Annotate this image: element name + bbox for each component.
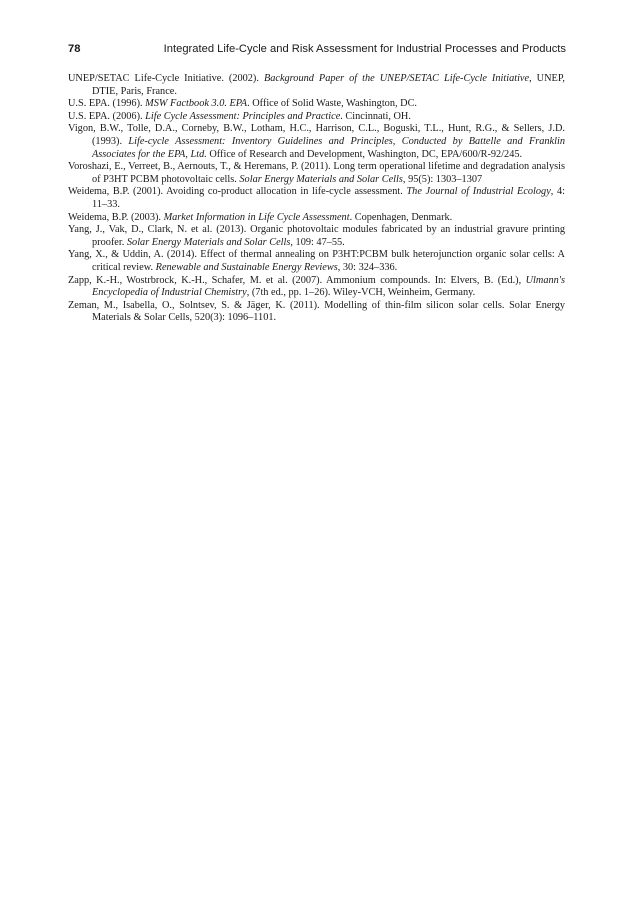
page-header bbox=[68, 40, 566, 58]
reference-item bbox=[68, 275, 565, 300]
reference-text: U.S. EPA. (1996). bbox=[68, 98, 146, 110]
reference-text: Yang, X., & Uddin, A. (2014). Effect of thermal annealing on P3HT:PCBM bulk heterojunction organic solar cells: A critical review. bbox=[68, 249, 565, 273]
reference-item bbox=[68, 98, 565, 111]
reference-title: MSW Factbook 3.0. EPA bbox=[145, 98, 248, 110]
reference-item bbox=[68, 224, 565, 249]
reference-text: Weidema, B.P. (2001). Avoiding co-product allocation in life-cycle assessment. bbox=[68, 186, 407, 198]
reference-item bbox=[68, 300, 565, 325]
reference-text: , 109: 47–55. bbox=[290, 236, 345, 248]
reference-item bbox=[68, 249, 565, 274]
reference-text: Zeman, M., Isabella, O., Solntsev, S. & Jäger, K. (2011). Modelling of thin-film silicon solar cells. Solar Energy Materials & Solar Cells, 520(3): 1096–1101. bbox=[68, 299, 565, 324]
reference-title: Life Cycle Assessment: Principles and Practice bbox=[145, 110, 341, 122]
reference-title: Renewable and Sustainable Energy Reviews bbox=[155, 261, 338, 273]
reference-text: Office of Research and Development, Washington, DC, EPA/600/R-92/245. bbox=[206, 148, 523, 160]
reference-text: . Copenhagen, Denmark. bbox=[349, 211, 453, 223]
reference-text: Zapp, K.-H., Wostrbrock, K.-H., Schafer, M. et al. (2007). Ammonium compounds. In: Elvers, B. (Ed.), bbox=[68, 274, 526, 286]
reference-text: , UNEP, DTIE, Paris, France. bbox=[92, 73, 565, 97]
reference-text: Vigon, B.W., Tolle, D.A., Corneby, B.W., Lotham, H.C., Harrison, C.L., Boguski, T.L., Hunt, R.G., & Sellers, J.D. (1993). bbox=[68, 123, 565, 147]
reference-text: U.S. EPA. (2006). bbox=[68, 110, 146, 122]
reference-title: Market Information in Life Cycle Assessment bbox=[163, 211, 350, 223]
reference-title: The Journal of Industrial Ecology bbox=[406, 186, 551, 198]
reference-text: , 30: 324–336. bbox=[337, 261, 398, 273]
reference-title: Solar Energy Materials and Solar Cells bbox=[239, 173, 403, 185]
reference-text: , 4: 11–33. bbox=[92, 186, 565, 210]
reference-text: , (7th ed., pp. 1–26). Wiley-VCH, Weinheim, Germany. bbox=[246, 287, 476, 299]
reference-item bbox=[68, 111, 565, 124]
reference-list bbox=[68, 73, 565, 325]
reference-text: . Office of Solid Waste, Washington, DC. bbox=[247, 98, 418, 110]
page-number: 78 bbox=[68, 43, 81, 55]
reference-title: Solar Energy Materials and Solar Cells bbox=[126, 236, 291, 248]
reference-text: , 95(5): 1303–1307 bbox=[402, 173, 483, 185]
reference-title: Ulmann's Encyclopedia of Industrial Chemistry bbox=[92, 274, 565, 299]
reference-item bbox=[68, 186, 565, 211]
reference-text: Yang, J., Vak, D., Clark, N. et al. (2013). Organic photovoltaic modules fabricated by an industrial gravure printing proofer. bbox=[68, 224, 565, 248]
running-title: Integrated Life-Cycle and Risk Assessment for Industrial Processes and Products bbox=[163, 43, 566, 55]
reference-item bbox=[68, 73, 565, 98]
reference-item bbox=[68, 212, 565, 225]
reference-item bbox=[68, 123, 565, 161]
reference-text: Voroshazi, E., Verreet, B., Aernouts, T., & Heremans, P. (2011). Long term operational lifetime and degradation analysis of P3HT PCBM photovoltaic cells. bbox=[68, 161, 565, 185]
reference-text: Weidema, B.P. (2003). bbox=[68, 211, 164, 223]
reference-item bbox=[68, 161, 565, 186]
reference-text: . Cincinnati, OH. bbox=[340, 110, 411, 122]
reference-title: Background Paper of the UNEP/SETAC Life-Cycle Initiative bbox=[263, 73, 530, 84]
reference-text: UNEP/SETAC Life-Cycle Initiative. (2002). bbox=[68, 73, 264, 84]
reference-title: Life-cycle Assessment: Inventory Guidelines and Principles, Conducted by Battelle and Franklin Associates for the EPA, Ltd. bbox=[92, 135, 565, 160]
